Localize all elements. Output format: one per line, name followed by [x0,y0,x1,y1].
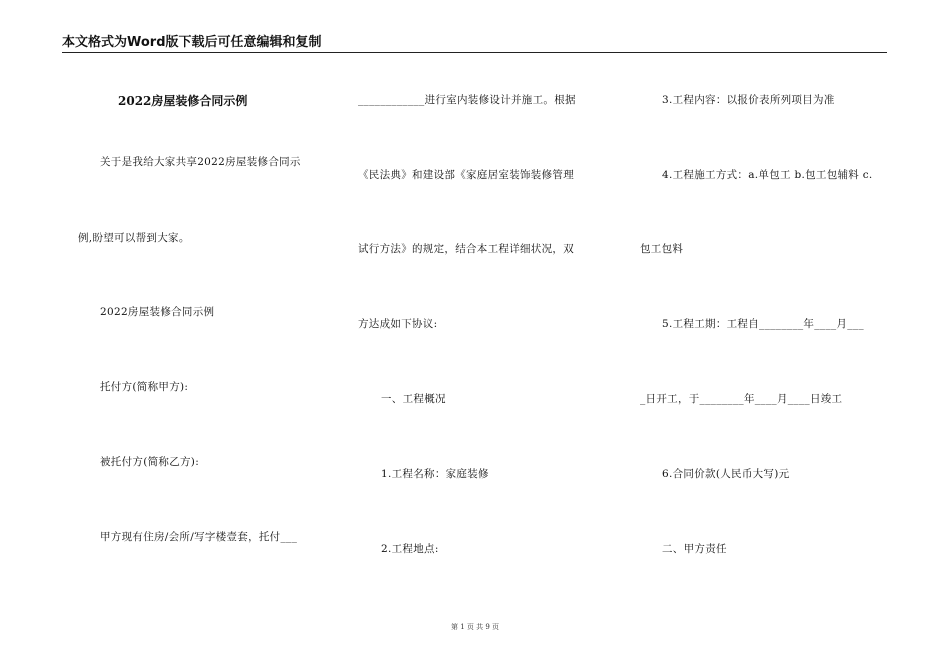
col2-line-2: 《民法典》和建设部《家庭居室装饰装修管理 [358,169,574,181]
col3-line-3: 包工包料 [640,243,684,255]
col2-line-4: 方达成如下协议: [358,318,438,330]
col3-line-4: 5.工程工期：工程自________年____月___ [662,318,864,330]
col2-line-6: 1.工程名称：家庭装修 [381,468,489,480]
col3-line-5: _日开工，于________年____月____日竣工 [640,393,843,405]
col1-line-5: 被托付方(简称乙方): [100,456,200,468]
col3-line-6: 6.合同价款(人民币大写)元 [662,468,790,480]
col2-line-7: 2.工程地点: [381,543,439,555]
col1-line-6: 甲方现有住房/会所/写字楼壹套，托付___ [100,531,298,543]
document-header-title: 本文格式为Word版下载后可任意编辑和复制 [62,35,322,50]
header-divider [62,52,887,53]
col2-line-5: 一、工程概况 [381,393,446,405]
col2-line-3: 试行方法》的规定，结合本工程详细状况，双 [358,243,574,255]
col3-line-1: 3.工程内容：以报价表所列项目为准 [662,94,835,106]
col1-line-3: 2022房屋装修合同示例 [100,306,215,318]
col3-line-7: 二、甲方责任 [662,543,727,555]
col1-line-4: 托付方(简称甲方): [100,381,189,393]
col1-line-1: 关于是我给大家共享2022房屋装修合同示 [100,156,301,168]
col2-line-1: ____________进行室内装修设计并施工。根据 [358,94,576,106]
page-number: 第 1 页 共 9 页 [450,623,500,631]
col3-line-2: 4.工程施工方式：a.单包工 b.包工包辅料 c. [662,169,873,181]
col1-line-2: 例,盼望可以帮到大家。 [78,232,190,244]
document-title: 2022房屋装修合同示例 [118,94,248,108]
